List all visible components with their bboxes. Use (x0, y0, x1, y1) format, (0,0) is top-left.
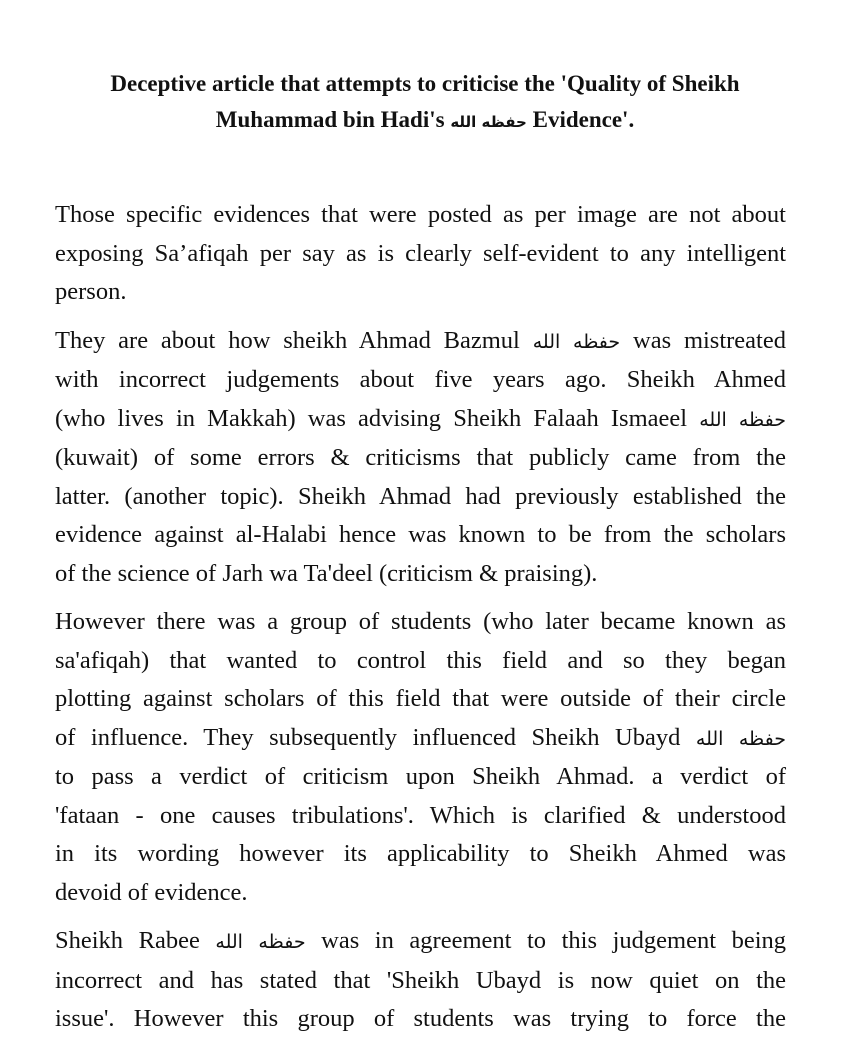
document-title (40, 66, 810, 140)
p2-line-3-text: (who lives in Makkah) was advising Sheikh Falaah Ismaeel (55, 404, 700, 432)
p3-line-1: However there was a group of students (who later became known as (55, 608, 786, 635)
p3-line-7: in its wording however its applicability to Sheikh Ahmed was (55, 840, 786, 867)
p2-line-2: with incorrect judgements about five years ago. Sheikh Ahmed (55, 366, 786, 393)
title-line-2-end: Evidence'. (526, 107, 635, 132)
p4-honorific-arabic: حفظه الله (215, 931, 306, 953)
p2-line-1 (55, 322, 786, 362)
p3-line-5: to pass a verdict of criticism upon Sheikh Ahmad. a verdict of (55, 763, 786, 790)
paragraph-2 (55, 322, 786, 594)
p1-line-2: exposing Sa’afiqah per say as is clearly self-evident to any intelligent (55, 239, 786, 267)
p4-line-1-end: was in agreement to this judgement being (305, 927, 786, 954)
title-line-2 (40, 102, 810, 140)
p2-line-6: evidence against al-Halabi hence was known to be from the scholars (55, 521, 786, 548)
p3-honorific-arabic: حفظه الله (695, 727, 786, 750)
article-body (55, 196, 786, 1049)
title-line-1: Deceptive article that attempts to criticise the 'Quality of Sheikh (110, 71, 740, 96)
p3-line-6: 'fataan - one causes tribulations'. Which is clarified & understood (55, 801, 786, 829)
p1-line-1: Those specific evidences that were posted as per image are not about (55, 201, 786, 228)
p2-line-1-text: They are about how sheikh Ahmad Bazmul (55, 326, 533, 354)
p3-line-4 (55, 719, 786, 759)
p2-line-3 (55, 400, 786, 440)
p2-line-7: of the science of Jarh wa Ta'deel (criticism & praising). (55, 559, 598, 587)
title-line-2-text: Muhammad bin Hadi's (215, 107, 451, 132)
paragraph-3 (55, 603, 786, 912)
p3-line-4-text: of influence. They subsequently influenced Sheikh Ubayd (55, 723, 696, 751)
p2-line-4: (kuwait) of some errors & criticisms that publicly came from the (55, 444, 786, 471)
p2-honorific-arabic: حفظه الله (532, 330, 621, 353)
p2-line-5: latter. (another topic). Sheikh Ahmad had previously established the (55, 482, 786, 510)
p4-line-1 (55, 922, 786, 962)
p2-line-1-end: was mistreated (620, 326, 786, 354)
p4-line-3: issue'. However this group of students was trying to force the (55, 1005, 786, 1032)
paragraph-1 (55, 196, 786, 312)
p3-line-3: plotting against scholars of this field that were outside of their circle (55, 685, 786, 712)
p4-line-1-text: Sheikh Rabee (55, 927, 216, 954)
p1-line-3: person. (55, 278, 127, 305)
paragraph-4 (55, 922, 786, 1039)
p3-line-8: devoid of evidence. (55, 878, 248, 906)
p3-line-2: sa'afiqah) that wanted to control this field and so they began (55, 646, 786, 674)
p4-line-2: incorrect and has stated that 'Sheikh Ubayd is now quiet on the (55, 966, 786, 994)
p2-honorific-arabic-2: حفظه الله (699, 408, 786, 431)
title-honorific-arabic: حفظه الله (450, 113, 527, 131)
